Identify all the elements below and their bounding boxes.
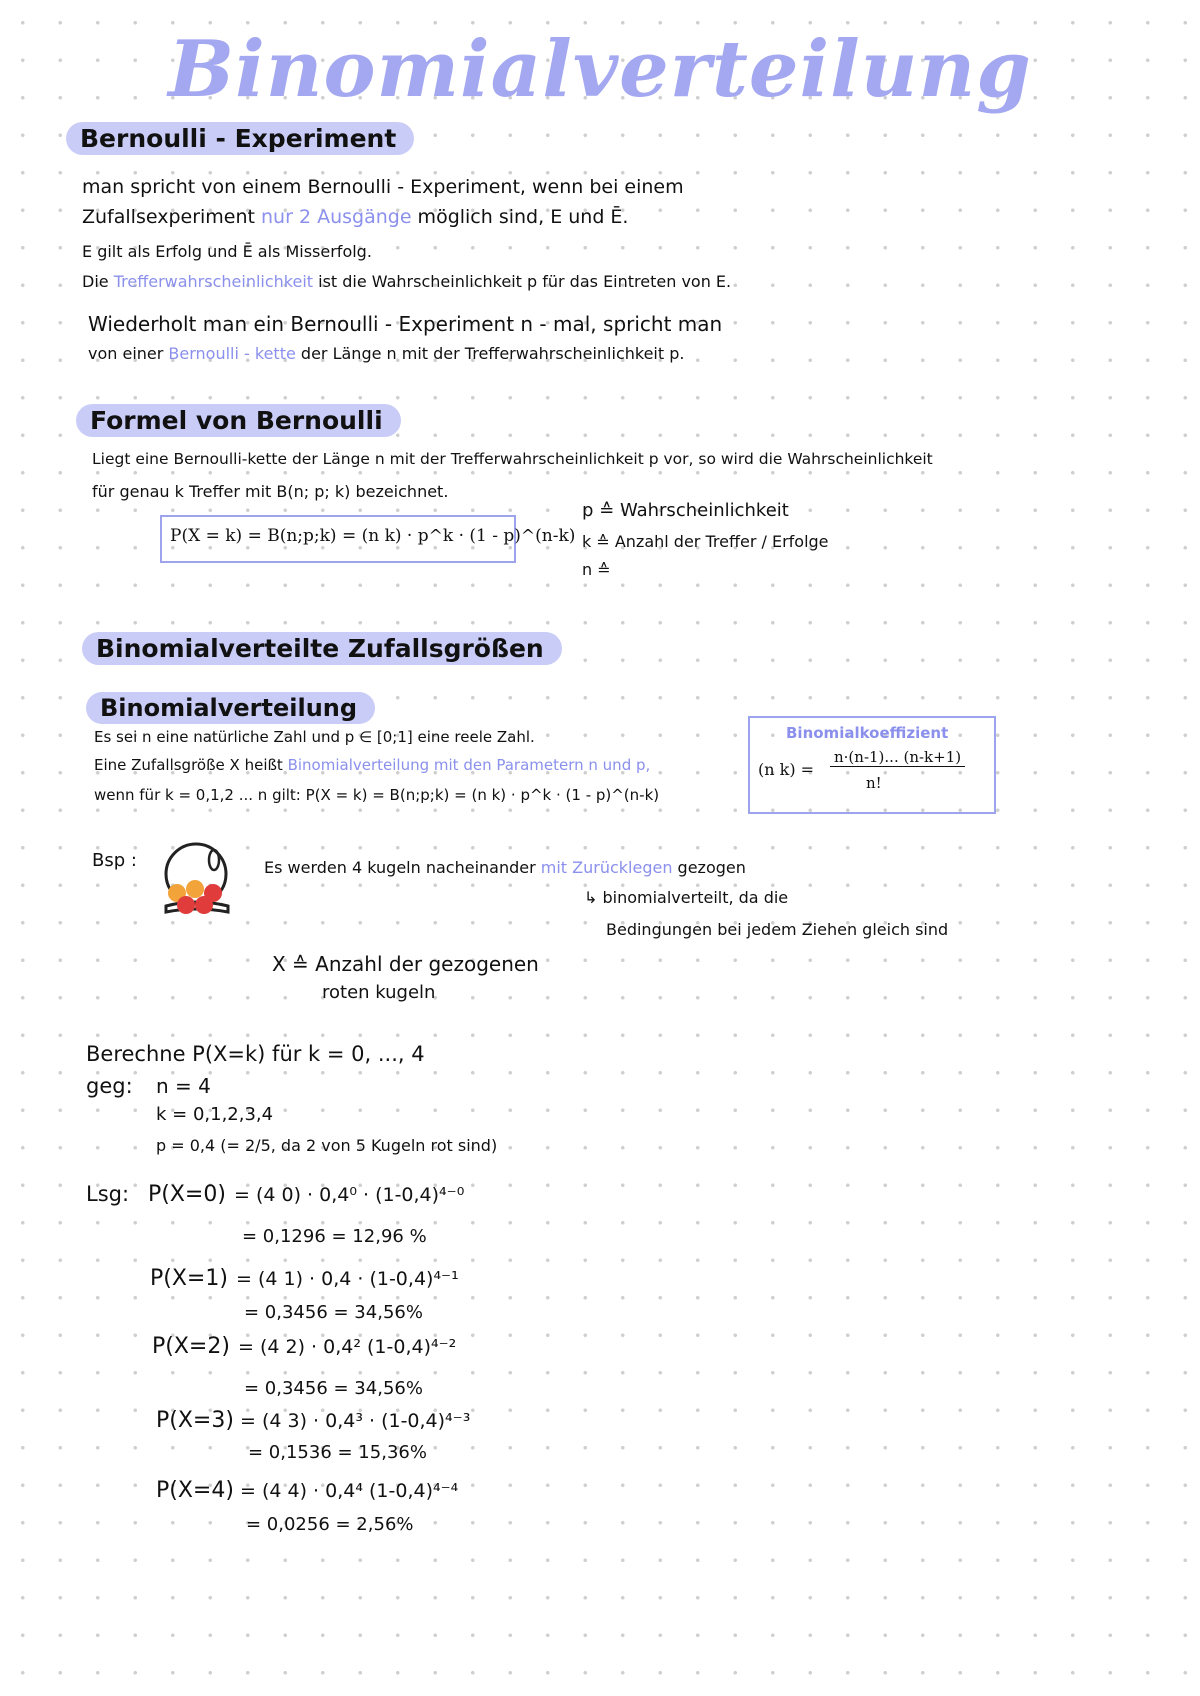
example-line2: ↳ binomialverteilt, da die (584, 888, 789, 907)
sec3-line1: Es sei n eine natürliche Zahl und p ∈ [0;1] eine reele Zahl. (94, 728, 535, 746)
example-line1-a: Es werden 4 kugeln nacheinander (264, 858, 541, 877)
calc-row-lhs: P(X=0) (148, 1182, 226, 1207)
example-line1-accent: mit Zurücklegen (540, 858, 673, 877)
sec3-line2-accent: Binomialverteilung mit den Parametern n und p, (287, 756, 651, 774)
sec1-line4-b: ist die Wahrscheinlichkeit p für das Eintreten von E. (313, 272, 732, 291)
calc-row-lhs: P(X=4) (156, 1478, 234, 1503)
x-definition-line1: X ≙ Anzahl der gezogenen (272, 952, 539, 976)
sec1-line3: E gilt als Erfolg und Ē als Misserfolg. (82, 242, 372, 261)
box-denominator: n! (866, 774, 882, 792)
geg-label: geg: (86, 1074, 133, 1098)
calc-row-result: = 0,0256 = 2,56% (246, 1514, 414, 1535)
legend-k: k ≙ Anzahl der Treffer / Erfolge (582, 532, 829, 551)
sec1-line2-b: möglich sind, E und Ē. (411, 206, 629, 228)
calc-row-result: = 0,3456 = 34,56% (244, 1378, 423, 1399)
legend-n: n ≙ (582, 560, 611, 579)
calc-row-expr: = (4 4) · 0,4⁴ (1-0,4)⁴⁻⁴ (240, 1480, 459, 1502)
example-line1-b: gezogen (672, 858, 746, 877)
geg-n: n = 4 (156, 1074, 211, 1098)
calc-row-expr: = (4 1) · 0,4 · (1-0,4)⁴⁻¹ (236, 1268, 459, 1290)
sec2-line1: Liegt eine Bernoulli-kette der Länge n mit der Trefferwahrscheinlichkeit p vor, so wird die Wahrscheinlichkeit (92, 450, 933, 468)
geg-p: p = 0,4 (= 2/5, da 2 von 5 Kugeln rot sind) (156, 1136, 498, 1155)
heading-bernoulli-experiment: Bernoulli - Experiment (66, 122, 414, 155)
sec3-line2-a: Eine Zufallsgröße X heißt (94, 756, 288, 774)
sec1-line6-b: der Länge n mit der Trefferwahrscheinlichkeit p. (295, 344, 685, 363)
calc-row-expr: = (4 2) · 0,4² (1-0,4)⁴⁻² (238, 1336, 457, 1358)
calc-row-result: = 0,3456 = 34,56% (244, 1302, 423, 1323)
calc-row-lhs: P(X=3) (156, 1408, 234, 1433)
heading-binomialverteilte-zufallsgroessen: Binomialverteilte Zufallsgrößen (82, 632, 562, 665)
legend-p: p ≙ Wahrscheinlichkeit (582, 500, 789, 521)
example-line3: Bedingungen bei jedem Ziehen gleich sind (606, 920, 949, 939)
sec1-line6-a: von einer (88, 344, 169, 363)
example-line1 (264, 858, 746, 877)
sec3-line3: wenn für k = 0,1,2 ... n gilt: P(X = k) = B(n;p;k) = (n k) · p^k · (1 - p)^(n-k) (94, 786, 660, 804)
box-lhs: (n k) = (758, 760, 815, 779)
calc-row-lhs: P(X=1) (150, 1266, 228, 1291)
ball-red-icon (177, 896, 195, 914)
example-label: Bsp : (92, 850, 137, 871)
sec1-line6-accent: Bernoulli - kette (168, 344, 296, 363)
sec1-line5: Wiederholt man ein Bernoulli - Experiment n - mal, spricht man (88, 312, 723, 336)
sec1-line2-accent: nur 2 Ausgänge (261, 206, 412, 228)
x-definition-line2: roten kugeln (322, 982, 436, 1003)
bernoulli-formula: P(X = k) = B(n;p;k) = (n k) · p^k · (1 - p)^(n-k) (170, 526, 576, 546)
calc-row-lhs: P(X=2) (152, 1334, 230, 1359)
sec1-line2-a: Zufallsexperiment (82, 206, 262, 228)
sec2-line2: für genau k Treffer mit B(n; p; k) bezeichnet. (92, 482, 449, 501)
heading-formel-von-bernoulli: Formel von Bernoulli (76, 404, 401, 437)
calc-row-expr: = (4 0) · 0,4⁰ · (1-0,4)⁴⁻⁰ (234, 1184, 465, 1206)
calc-task: Berechne P(X=k) für k = 0, ..., 4 (86, 1042, 425, 1066)
sec1-line6 (88, 344, 684, 363)
page-title: Binomialverteilung (168, 24, 1032, 115)
sec1-line2 (82, 206, 628, 228)
subheading-binomialverteilung: Binomialverteilung (86, 692, 375, 724)
calc-row-expr: = (4 3) · 0,4³ · (1-0,4)⁴⁻³ (240, 1410, 471, 1432)
box-title: Binomialkoeffizient (786, 724, 949, 742)
ball-red-icon (195, 896, 213, 914)
calc-row-result: = 0,1536 = 15,36% (248, 1442, 427, 1463)
sec1-line4 (82, 272, 731, 291)
sec1-line4-a: Die (82, 272, 114, 291)
sec3-line2 (94, 756, 650, 774)
box-numerator: n·(n-1)... (n-k+1) (830, 748, 965, 767)
sec1-line1: man spricht von einem Bernoulli - Experiment, wenn bei einem (82, 176, 684, 198)
sec1-line4-accent: Trefferwahrscheinlichkeit (113, 272, 314, 291)
geg-k: k = 0,1,2,3,4 (156, 1104, 274, 1125)
calc-row-result: = 0,1296 = 12,96 % (242, 1226, 427, 1247)
lsg-label: Lsg: (86, 1182, 130, 1206)
